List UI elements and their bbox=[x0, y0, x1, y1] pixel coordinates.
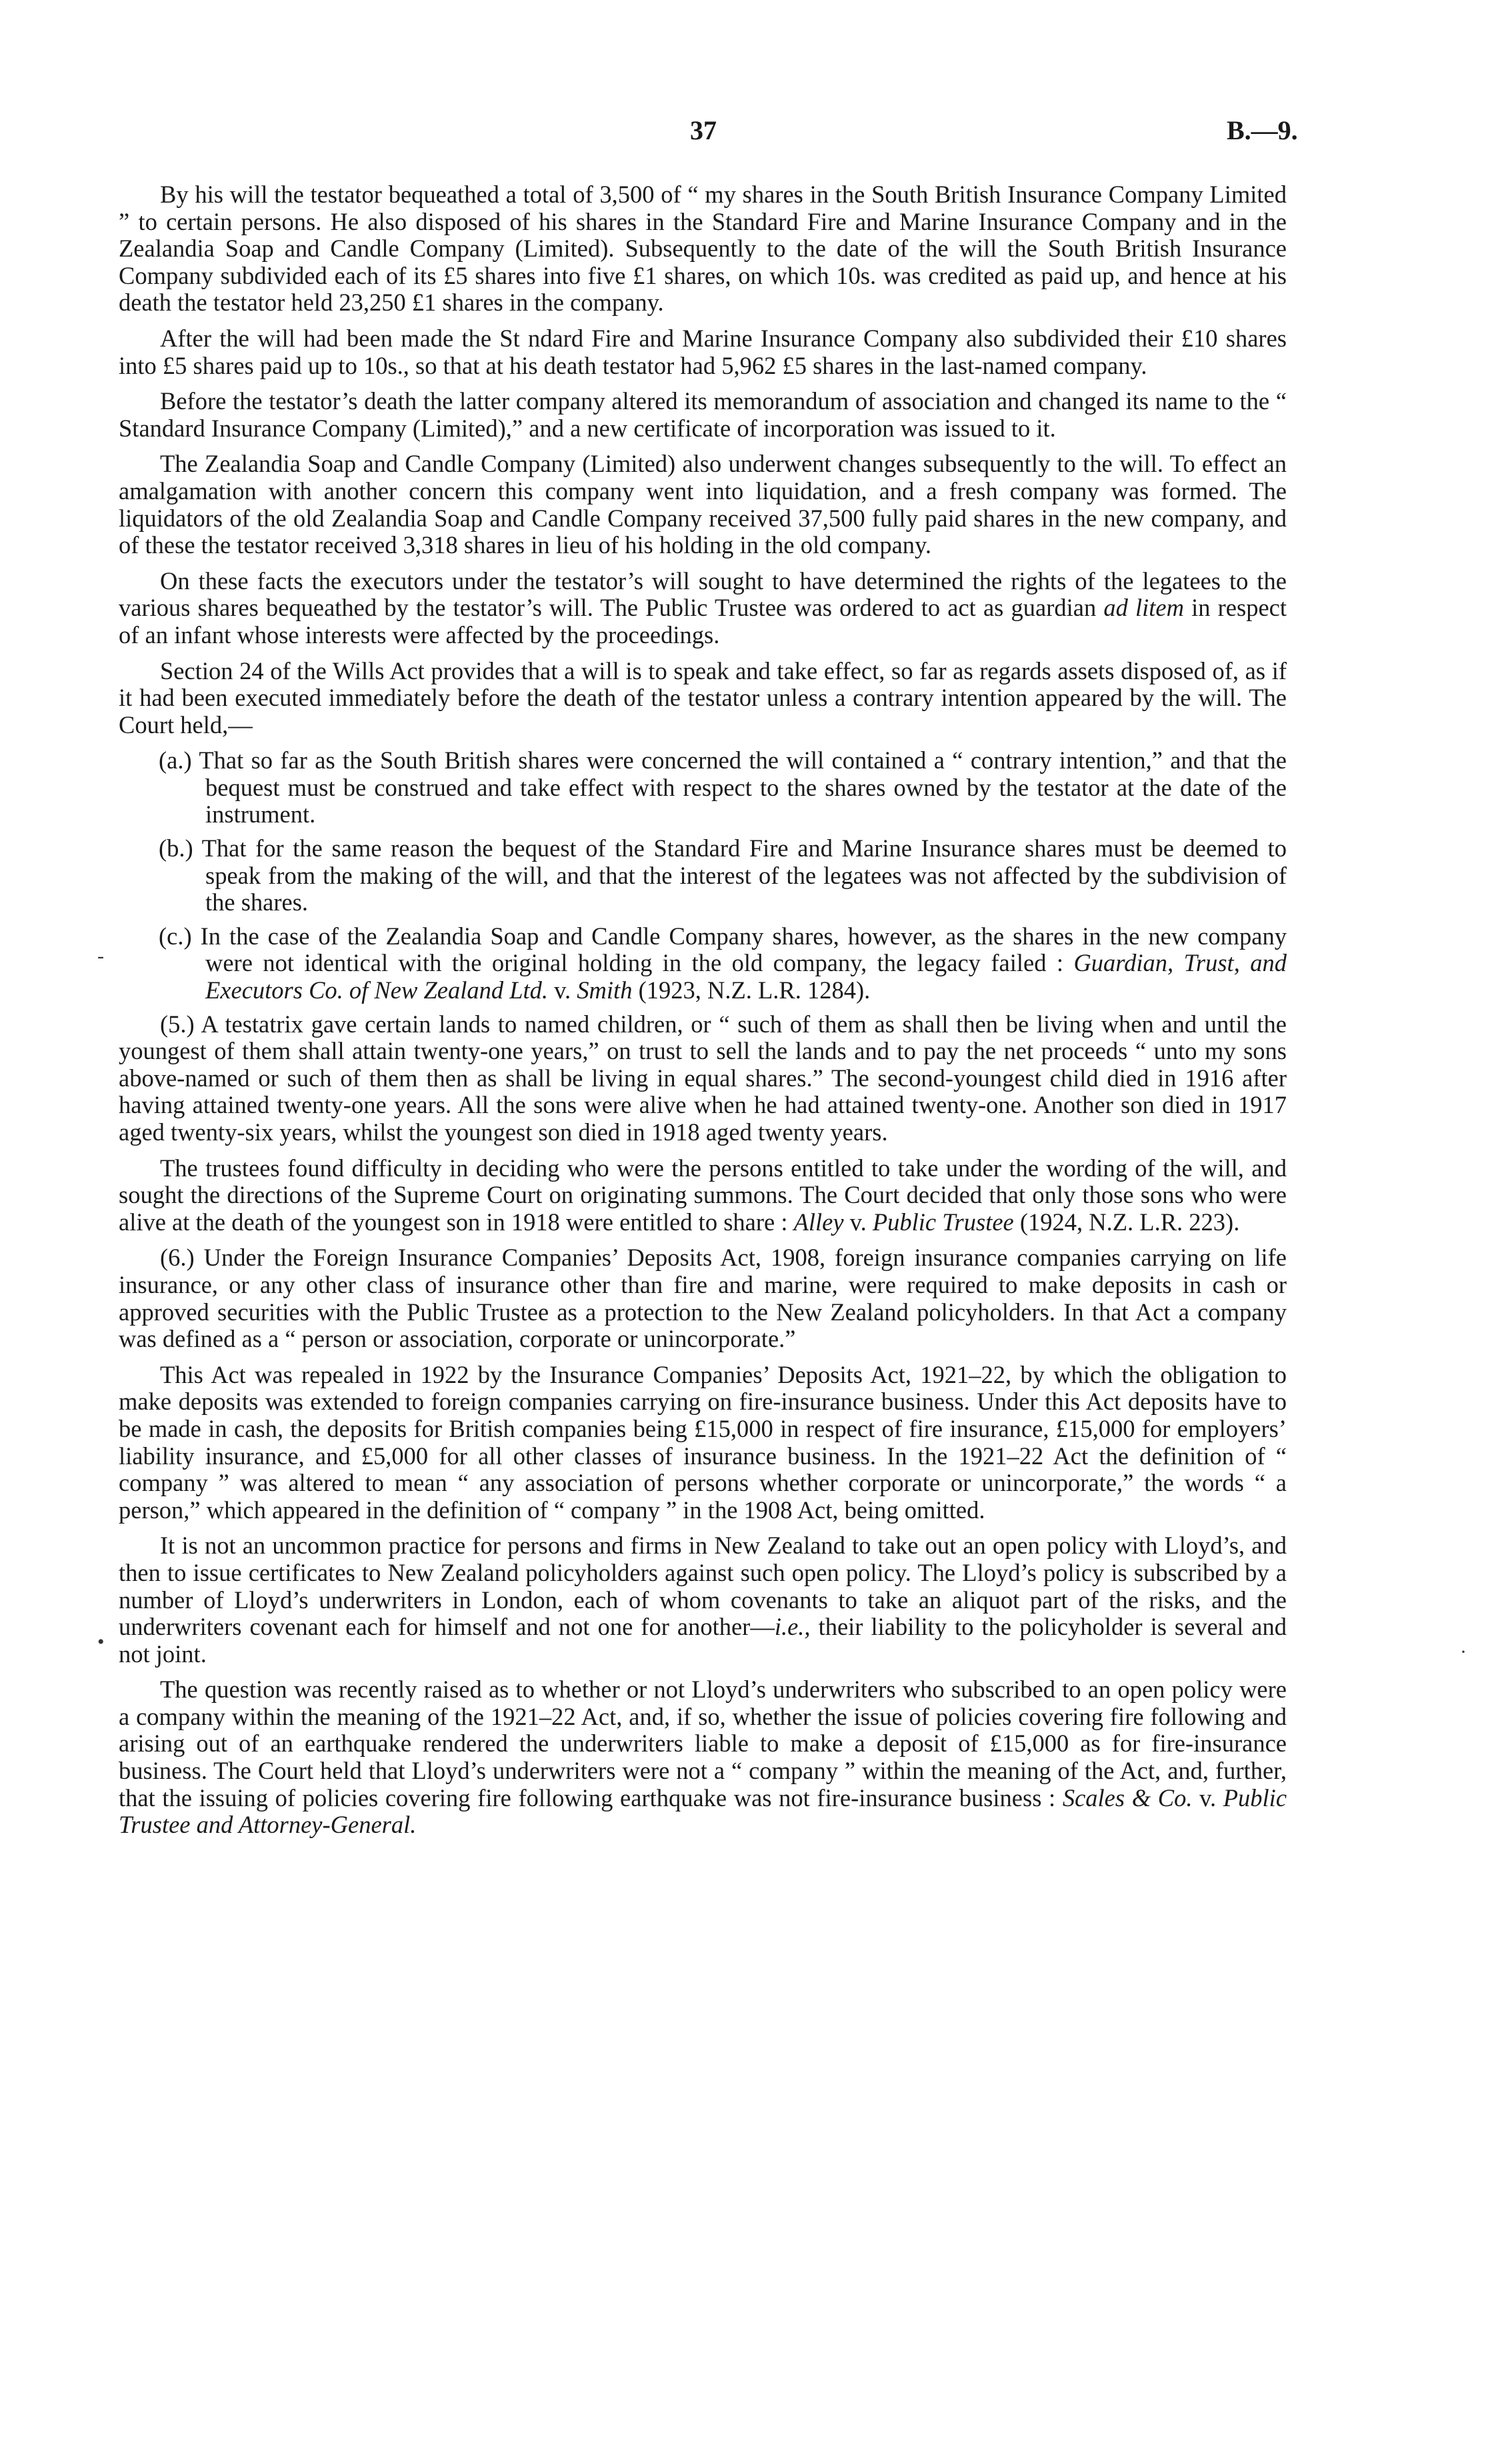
paragraph bbox=[119, 568, 1287, 649]
text-run: (1923, N.Z. L.R. 1284). bbox=[638, 976, 871, 1004]
paragraph bbox=[119, 1532, 1287, 1668]
text-run: The trustees found difficulty in deciding who were the persons entitled to take under the wording of the will, and sought the directions of the Supreme Court on originating summons. The Court decided that only those sons who were alive at the death of the youngest son in 1918 were entitled to share : bbox=[119, 1154, 1287, 1236]
paragraph: Section 24 of the Wills Act provides that a will is to speak and take effect, so far as regards assets disposed of, as if it had been executed immediately before the death of the testator unless a contrary intention appeared by the will. The Court held,— bbox=[119, 656, 1287, 738]
case-citation: Alley bbox=[793, 1208, 844, 1236]
document-reference: B.—9. bbox=[1227, 115, 1298, 145]
text-run: (1924, N.Z. L.R. 223). bbox=[1019, 1208, 1240, 1236]
text-run: v. bbox=[1199, 1784, 1217, 1812]
italic-term: i.e., bbox=[774, 1613, 811, 1641]
paragraph: By his will the testator bequeathed a total of 3,500 of “ my shares in the South British Insurance Company Limited ” to certain persons. He also disposed of his shares in the Standard Fire and Marine Insurance Company and in the Zealandia Soap and Candle Company (Limited). Subsequently to the date of the will the South British Insurance Company subdivided each of its £5 shares into five £1 shares, on which 10s. was credited as paid up, and hence at his death the testator held 23,250 £1 shares in the company. bbox=[119, 181, 1287, 317]
case-citation: Guardian, Trust, and Executors Co. of New Zealand Ltd. bbox=[205, 949, 1287, 1004]
text-run: It is not an uncommon practice for persons and firms in New Zealand to take out an open policy with Lloyd’s, and then to issue certificates to New Zealand policyholders against such open policy. The Lloyd’s policy is subscribed by a number of Lloyd’s underwriters in London, each of whom covenants to take an aliquot part of the risks, and the underwriters covenant each for himself and not one for another— bbox=[119, 1532, 1287, 1641]
paragraph: After the will had been made the St ndard Fire and Marine Insurance Company also subdivided their £10 shares into £5 shares paid up to 10s., so that at his death testator had 5,962 £5 shares in the last-named company. bbox=[119, 324, 1287, 379]
case-citation: Smith bbox=[577, 976, 633, 1004]
margin-mark: • bbox=[97, 1631, 105, 1653]
page-header bbox=[0, 115, 1504, 155]
text-run: v. bbox=[849, 1208, 867, 1236]
list-item-a: (a.) That so far as the South British shares were concerned the will contained a “ contrary intention,” and that the bequest must be construed and take effect with respect to the shares owned by the testator at the date of the instrument. bbox=[159, 746, 1287, 828]
list-item-c bbox=[119, 923, 1287, 1004]
text-run: (c.) In the case of the Zealandia Soap and Candle Company shares, however, as the shares in the new company were not identical with the original holding in the old company, the legacy failed : bbox=[159, 922, 1287, 977]
body-text bbox=[119, 181, 1287, 1848]
case-citation: Public Trustee bbox=[872, 1208, 1014, 1236]
text-run: The question was recently raised as to whether or not Lloyd’s underwriters who subscribed to an open policy were a company within the meaning of the 1921–22 Act, and, if so, whether the issue of policies covering fire following and arising out of an earthquake rendered the underwriters liable to make a deposit of £15,000 as for fire-insurance business. The Court held that Lloyd’s underwriters were not a “ company ” within the meaning of the Act, and, further, that the issuing of policies covering fire following earthquake was not fire-insurance business : bbox=[119, 1676, 1287, 1812]
text-run: in respect of an infant whose interests were affected by the proceedings. bbox=[119, 594, 1287, 648]
text-run: v. bbox=[554, 976, 571, 1004]
case-citation: Public Trustee and Attorney-General. bbox=[119, 1784, 1287, 1839]
margin-mark: · bbox=[1460, 1641, 1467, 1663]
paragraph: Before the testator’s death the latter company altered its memorandum of association and changed its name to the “ Standard Insurance Company (Limited),” and a new certificate of incorporation was issued to it. bbox=[119, 387, 1287, 442]
text-run: their liability to the policyholder is several and not joint. bbox=[119, 1613, 1287, 1668]
paragraph: The Zealandia Soap and Candle Company (Limited) also underwent changes subsequently to the will. To effect an amalgamation with another concern this company went into liquidation, and a fresh company was formed. The liquidators of the old Zealandia Soap and Candle Company received 37,500 fully paid shares in the new company, and of these the testator received 3,318 shares in lieu of his holding in the old company. bbox=[119, 450, 1287, 559]
paragraph: (5.) A testatrix gave certain lands to named children, or “ such of them as shall then be living when and until the youngest of them shall attain twenty-one years,” on trust to sell the lands and to pay the net proceeds “ unto my sons above-named or such of them then as shall be living in equal shares.” The second-youngest child died in 1916 after having attained twenty-one years. All the sons were alive when he had attained twenty-one. Another son died in 1917 aged twenty-six years, whilst the youngest son died in 1918 aged twenty years. bbox=[119, 1010, 1287, 1146]
case-citation: Scales & Co. bbox=[1062, 1784, 1193, 1812]
paragraph bbox=[119, 1155, 1287, 1236]
list-item-b: (b.) That for the same reason the bequest of the Standard Fire and Marine Insurance shares must be deemed to speak from the making of the will, and that the interest of the legatees was not affected by the subdivision of the shares. bbox=[159, 834, 1287, 916]
text-run: On these facts the executors under the testator’s will sought to have determined the rights of the legatees to the various shares bequeathed by the testator’s will. The Public Trustee was ordered to act as guardian bbox=[119, 567, 1287, 622]
paragraph: This Act was repealed in 1922 by the Insurance Companies’ Deposits Act, 1921–22, by which the obligation to make deposits was extended to foreign companies carrying on fire-insurance business. Under this Act deposits have to be made in cash, the deposits for British companies being £15,000 in respect of fire insurance, £15,000 for employers’ liability insurance, and £5,000 for all other classes of insurance business. In the 1921–22 Act the definition of “ company ” was altered to mean “ any association of persons whether corporate or unincorporate,” the words “ a person,” which appeared in the definition of “ company ” in the 1908 Act, being omitted. bbox=[119, 1360, 1287, 1524]
margin-mark: - bbox=[97, 945, 104, 967]
italic-term: ad litem bbox=[1103, 594, 1184, 622]
paragraph bbox=[119, 1676, 1287, 1839]
paragraph: (6.) Under the Foreign Insurance Companies’ Deposits Act, 1908, foreign insurance companies carrying on life insurance, or any other class of insurance other than fire and marine, were required to make deposits in cash or approved securities with the Public Trustee as a protection to the New Zealand policyholders. In that Act a company was defined as a “ person or association, corporate or unincorporate.” bbox=[119, 1244, 1287, 1353]
page-number: 37 bbox=[690, 115, 717, 145]
